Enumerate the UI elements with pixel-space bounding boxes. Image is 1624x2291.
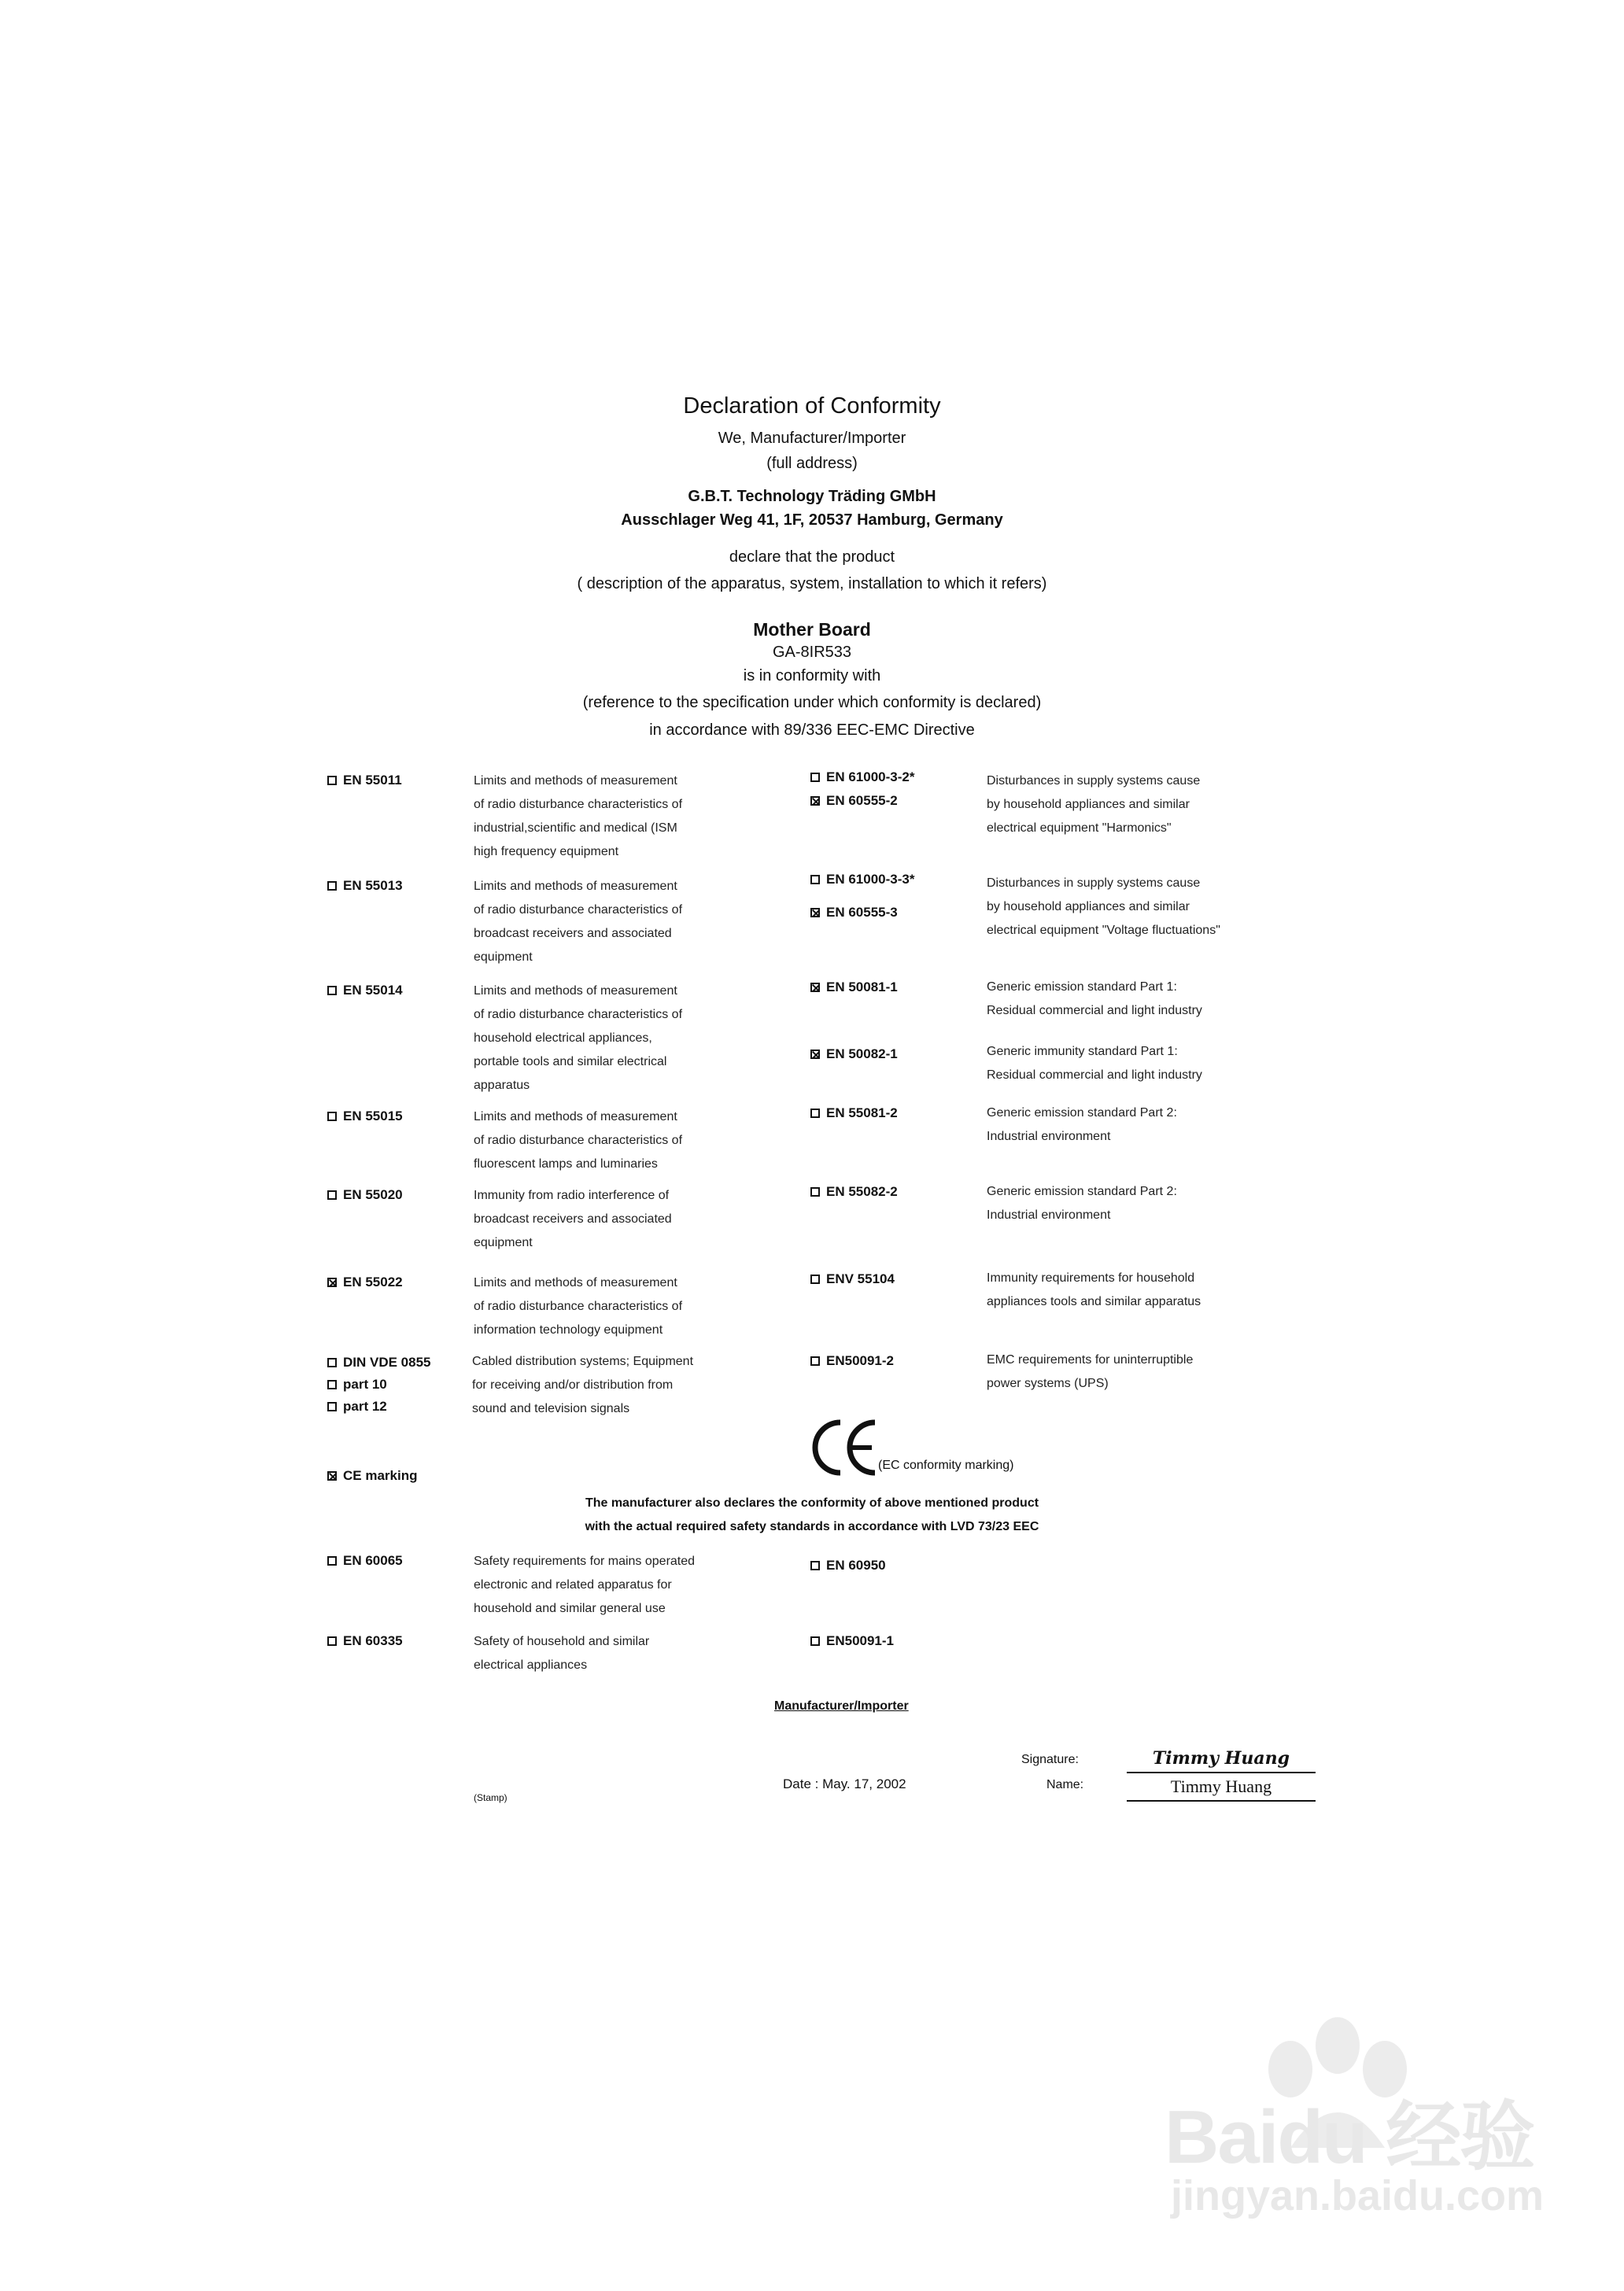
- description-line: Immunity from radio interference of: [474, 1189, 670, 1202]
- description-line: appliances tools and similar apparatus: [987, 1295, 1201, 1308]
- ce-mark-icon: [810, 1416, 881, 1479]
- standard-description: [474, 1271, 682, 1342]
- standard-label: [810, 1046, 898, 1062]
- standard-code: EN 60950: [826, 1558, 886, 1573]
- standard-description: [987, 872, 1220, 943]
- standard-description: [474, 1630, 649, 1677]
- description-line: household electrical appliances,: [474, 1031, 652, 1045]
- standard-code: EN 55013: [343, 878, 403, 893]
- standard-code: EN 55011: [343, 773, 402, 788]
- description-line: Safety requirements for mains operated: [474, 1555, 696, 1568]
- standard-label: [810, 1271, 895, 1287]
- description-line: Residual commercial and light industry: [987, 1068, 1202, 1082]
- description-line: equipment: [474, 1236, 533, 1249]
- product-model: GA-8IR533: [772, 644, 852, 661]
- standard-label: [327, 1275, 403, 1290]
- standard-label: [810, 1184, 898, 1200]
- standard-label: [327, 983, 403, 998]
- standard-checkbox: [810, 908, 820, 917]
- standard-checkbox: [810, 1275, 820, 1284]
- watermark-brand: Baidu 经验: [1164, 2095, 1534, 2179]
- description-line: of radio disturbance characteristics of: [474, 1134, 683, 1147]
- standard-label: [810, 905, 898, 920]
- standard-description: [472, 1350, 693, 1421]
- standard-code: EN 60555-3: [826, 905, 898, 920]
- description-line: Disturbances in supply systems cause: [987, 774, 1201, 788]
- description-line: broadcast receivers and associated: [474, 927, 672, 940]
- standard-checkbox: [327, 881, 337, 891]
- name-label: Name:: [1046, 1778, 1084, 1791]
- description-line: of radio disturbance characteristics of: [474, 1008, 683, 1021]
- standard-label: [810, 979, 898, 995]
- standard-description: [474, 1184, 672, 1255]
- standard-code: EN 55020: [343, 1187, 403, 1202]
- description-line: EMC requirements for uninterruptible: [987, 1353, 1194, 1367]
- description-line: electrical appliances: [474, 1658, 588, 1672]
- standard-description: [474, 1550, 695, 1621]
- standard-label: [327, 1633, 403, 1649]
- description-line: of radio disturbance characteristics of: [474, 903, 683, 917]
- signature-label: Signature:: [1021, 1753, 1079, 1766]
- description-line: of radio disturbance characteristics of: [474, 798, 683, 811]
- name-value: Timmy Huang: [1170, 1776, 1272, 1796]
- description-line: sound and television signals: [472, 1402, 630, 1415]
- standard-checkbox: [327, 1112, 337, 1121]
- manufacturer-footer-label: Manufacturer/Importer: [774, 1699, 909, 1713]
- standard-checkbox: [327, 1358, 337, 1367]
- standard-code: EN50091-2: [826, 1353, 895, 1368]
- standard-checkbox: [810, 1561, 820, 1570]
- standard-code: EN 50081-1: [826, 979, 898, 994]
- standard-description: [987, 1180, 1177, 1227]
- standard-checkbox: [327, 776, 337, 785]
- description-line: information technology equipment: [474, 1323, 663, 1337]
- standard-code: EN 61000-3-3*: [826, 872, 915, 887]
- standard-checkbox: [327, 1380, 337, 1389]
- description-line: portable tools and similar electrical: [474, 1055, 667, 1068]
- description-line: Generic immunity standard Part 1:: [987, 1045, 1178, 1058]
- standard-label: [327, 1399, 387, 1415]
- description-line: Limits and methods of measurement: [474, 880, 677, 893]
- description-line: Generic emission standard Part 1:: [987, 980, 1177, 994]
- description-line: broadcast receivers and associated: [474, 1212, 672, 1226]
- standard-label: [327, 773, 402, 788]
- description-line: electrical equipment "Voltage fluctuations": [987, 924, 1220, 937]
- description-line: electronic and related apparatus for: [474, 1578, 672, 1592]
- standard-checkbox: [810, 1636, 820, 1646]
- standard-code: DIN VDE 0855: [343, 1355, 431, 1370]
- standard-label: [810, 1105, 898, 1121]
- description-line: of radio disturbance characteristics of: [474, 1300, 683, 1313]
- ce-marking-label: CE marking: [327, 1468, 417, 1484]
- description-line: Generic emission standard Part 2:: [987, 1106, 1177, 1120]
- product-name: Mother Board: [753, 619, 871, 640]
- description-line: Safety of household and similar: [474, 1635, 650, 1648]
- standard-code: EN 60555-2: [826, 793, 898, 808]
- standard-label: [327, 1553, 403, 1569]
- standard-checkbox: [327, 1190, 337, 1200]
- description-line: electrical equipment "Harmonics": [987, 821, 1172, 835]
- standard-checkbox: [327, 1636, 337, 1646]
- standard-label: [810, 793, 898, 809]
- description-line: equipment: [474, 950, 533, 964]
- standard-code: ENV 55104: [826, 1271, 895, 1286]
- description-line: by household appliances and similar: [987, 798, 1190, 811]
- ce-caption: (EC conformity marking): [878, 1459, 1014, 1472]
- description-line: by household appliances and similar: [987, 900, 1190, 913]
- standard-code: EN50091-1: [826, 1633, 895, 1648]
- standard-description: [987, 1040, 1202, 1087]
- standard-label: [810, 769, 914, 785]
- description-line: power systems (UPS): [987, 1377, 1109, 1390]
- description-line: Cabled distribution systems; Equipment: [472, 1355, 694, 1368]
- standard-code: EN 55015: [343, 1109, 403, 1123]
- standard-code: EN 50082-1: [826, 1046, 898, 1061]
- standard-label: [810, 872, 914, 887]
- company-name: G.B.T. Technology Träding GMbH: [688, 488, 936, 505]
- standard-code: EN 55081-2: [826, 1105, 898, 1120]
- standard-code: EN 61000-3-2*: [826, 769, 915, 784]
- standard-label: [810, 1558, 886, 1573]
- description-line: high frequency equipment: [474, 845, 619, 858]
- standard-description: [474, 979, 682, 1098]
- description-line: Disturbances in supply systems cause: [987, 876, 1201, 890]
- standard-description: [987, 1267, 1201, 1314]
- stamp-label: (Stamp): [474, 1792, 507, 1803]
- description-line: Residual commercial and light industry: [987, 1004, 1202, 1017]
- standard-checkbox: [810, 796, 820, 806]
- description-line: apparatus: [474, 1079, 530, 1092]
- standard-code: part 10: [343, 1377, 387, 1392]
- standard-checkbox: [327, 1278, 337, 1287]
- standard-checkbox: [327, 1556, 337, 1566]
- manufacturer-importer-line: We, Manufacturer/Importer: [718, 430, 906, 447]
- full-address-line: (full address): [766, 455, 858, 472]
- standard-description: [474, 875, 682, 969]
- description-line: Immunity requirements for household: [987, 1271, 1195, 1285]
- standard-code: part 12: [343, 1399, 387, 1414]
- standard-description: [987, 1101, 1177, 1149]
- description-line: fluorescent lamps and luminaries: [474, 1157, 658, 1171]
- directive-line: in accordance with 89/336 EEC-EMC Directive: [649, 721, 975, 739]
- description-line: Industrial environment: [987, 1130, 1111, 1143]
- standard-checkbox: [810, 1356, 820, 1366]
- declare-line: declare that the product: [729, 548, 895, 566]
- standard-checkbox: [810, 773, 820, 782]
- name-line: [1127, 1800, 1316, 1802]
- standard-checkbox: [327, 1402, 337, 1411]
- standard-checkbox: [810, 1050, 820, 1059]
- watermark-url: jingyan.baidu.com: [1171, 2172, 1545, 2219]
- standard-checkbox: [810, 1109, 820, 1118]
- description-line: household and similar general use: [474, 1602, 666, 1615]
- ce-marking-checkbox: [327, 1471, 337, 1481]
- standard-description: [474, 769, 682, 864]
- standard-label: [327, 878, 403, 894]
- description-line: Limits and methods of measurement: [474, 1110, 677, 1123]
- safety-line-1: The manufacturer also declares the conformity of above mentioned product: [585, 1496, 1039, 1510]
- description-line: for receiving and/or distribution from: [472, 1378, 674, 1392]
- description-line: Generic emission standard Part 2:: [987, 1185, 1177, 1198]
- standard-code: EN 55022: [343, 1275, 403, 1289]
- standard-code: EN 55014: [343, 983, 403, 998]
- date-text: Date : May. 17, 2002: [783, 1776, 906, 1791]
- signature-image: Timmy Huang: [1152, 1748, 1290, 1769]
- standard-label: [327, 1187, 403, 1203]
- standard-label: [327, 1109, 403, 1124]
- standard-label: [327, 1355, 431, 1371]
- description-line: Limits and methods of measurement: [474, 1276, 677, 1289]
- standard-code: EN 60335: [343, 1633, 403, 1648]
- standard-checkbox: [327, 986, 337, 995]
- signature-line: [1127, 1772, 1316, 1773]
- document-title: Declaration of Conformity: [683, 393, 941, 419]
- description-line: Limits and methods of measurement: [474, 774, 677, 788]
- standard-code: EN 55082-2: [826, 1184, 898, 1199]
- description-line: industrial,scientific and medical (ISM: [474, 821, 677, 835]
- standard-description: [987, 769, 1200, 840]
- standard-description: [474, 1105, 682, 1176]
- safety-line-2: with the actual required safety standards in accordance with LVD 73/23 EEC: [585, 1520, 1039, 1533]
- standard-description: [987, 1348, 1193, 1396]
- reference-line: (reference to the specification under which conformity is declared): [582, 694, 1042, 711]
- standard-description: [987, 976, 1202, 1023]
- standard-checkbox: [810, 983, 820, 992]
- standard-checkbox: [810, 1187, 820, 1197]
- description-line: Industrial environment: [987, 1208, 1111, 1222]
- company-address: Ausschlager Weg 41, 1F, 20537 Hamburg, Germany: [621, 511, 1003, 529]
- standard-label: [810, 1633, 894, 1649]
- standard-code: EN 60065: [343, 1553, 403, 1568]
- description-line: Limits and methods of measurement: [474, 984, 677, 998]
- standard-checkbox: [810, 875, 820, 884]
- standard-label: [810, 1353, 894, 1369]
- conformity-line: is in conformity with: [743, 667, 881, 684]
- description-line: ( description of the apparatus, system, installation to which it refers): [577, 575, 1047, 592]
- standard-label: [327, 1377, 387, 1393]
